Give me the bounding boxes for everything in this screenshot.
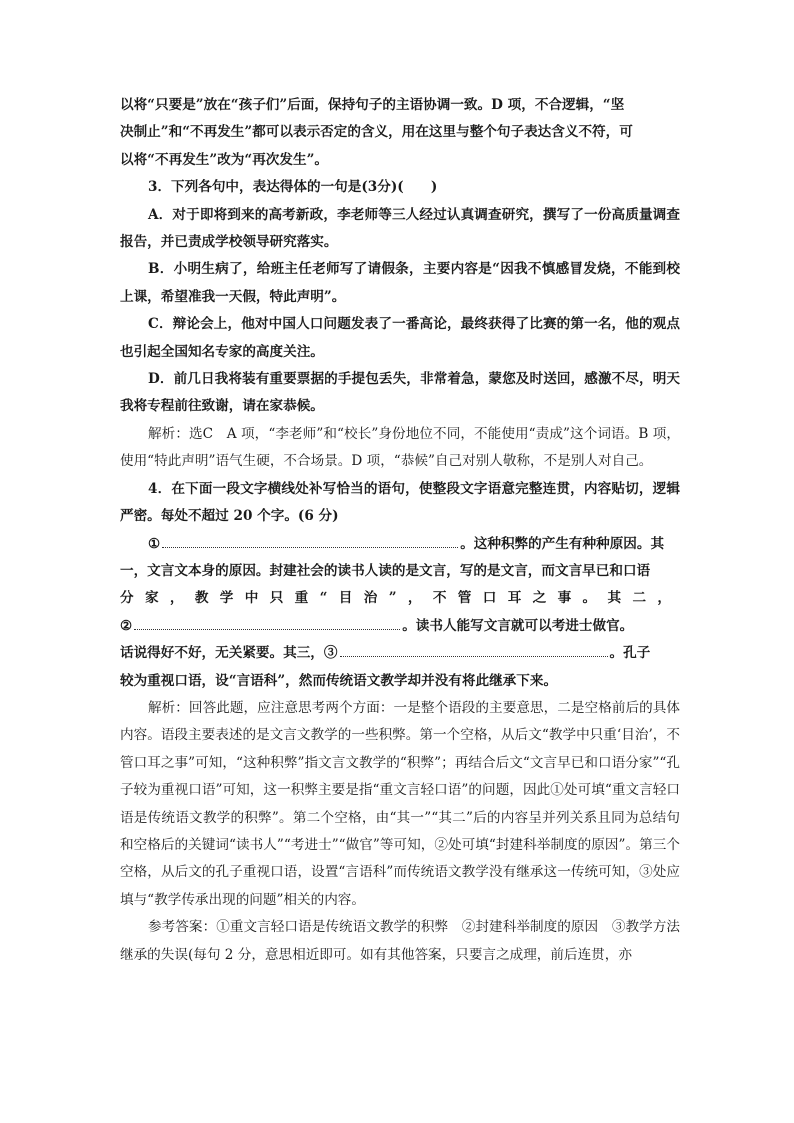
question-4-reference-answer: 参考答案：①重文言轻口语是传统语文教学的积弊 ②封建科举制度的原因 ③教学方法继承的失误(每句 2 分，意思相近即可。如有其他答案，只要言之成理，前后连贯，亦 bbox=[120, 919, 680, 963]
passage-text: 。读书人能写文言就可以考进士做官。 bbox=[402, 617, 634, 634]
question-3-option-b: B．小明生病了，给班主任老师写了请假条，主要内容是“因我不慎感冒发烧，不能到校上课，希望准我一天假，特此声明”。 bbox=[120, 261, 680, 305]
passage-line-5 bbox=[120, 640, 680, 667]
question-3-option-d: D．前几日我将装有重要票据的手提包丢失，非常着急，蒙您及时送回，感激不尽，明天我将专程前往致谢，请在家恭候。 bbox=[120, 371, 680, 415]
passage-line-6: 较为重视口语，设“言语科”，然而传统语文教学却并没有将此继承下来。 bbox=[120, 672, 558, 689]
fill-blank-2[interactable] bbox=[134, 615, 400, 630]
fill-blank-1[interactable] bbox=[162, 533, 458, 548]
passage-text: 话说得好不好，无关紧要。其三， bbox=[120, 645, 324, 662]
passage-line-3: 分家，教学中只重“目治”，不管口耳之事。其二， bbox=[120, 590, 680, 607]
blank-marker-1: ① bbox=[148, 535, 161, 552]
question-3-stem: 3．下列各句中，表达得体的一句是(3分)( ) bbox=[148, 179, 438, 196]
document-page bbox=[120, 92, 680, 969]
fill-blank-3[interactable] bbox=[340, 642, 608, 657]
passage-line-4 bbox=[120, 613, 680, 640]
question-4-stem: 4．在下面一段文字横线处补写恰当的语句，使整段文字语意完整连贯，内容贴切，逻辑严密。每处不超过 20 个字。(6 分) bbox=[120, 480, 680, 525]
blank-marker-3: ③ bbox=[323, 645, 338, 662]
passage-line-2: 一，文言文本身的原因。封建社会的读书人读的是文言，写的是文言，而文言早已和口语 bbox=[120, 562, 651, 579]
question-4-passage bbox=[120, 531, 680, 695]
question-3-analysis: 解析：选C A 项，“李老师”和“校长”身份地位不同，不能使用“责成”这个词语。B 项，使用“特此声明”语气生硬，不合场景。D 项，“恭候”自己对别人敬称，不是别人对自己。 bbox=[120, 425, 680, 470]
intro-line-3: 以将“不再发生”改为“再次发生”。 bbox=[120, 151, 328, 168]
passage-text: 。孔子 bbox=[609, 645, 651, 662]
question-3-option-c: C．辩论会上，他对中国人口问题发表了一番高论，最终获得了比赛的第一名，他的观点也引起全国知名专家的高度关注。 bbox=[120, 316, 680, 360]
question-4-analysis: 解析：回答此题，应注意思考两个方面：一是整个语段的主要意思，二是空格前后的具体内容。语段主要表述的是文言文教学的一些积弊。第一个空格，从后文“教学中只重‘目治’，不管口耳之事”可知，“这种积弊”指文言文教学的“积弊”；再结合后文“文言早已和口语分家”“孔子较为重视口语”可知，这一积弊主要是指“重文言轻口语”的问题，因此①处可填“重文言轻口语是传统语文教学的积弊”。第二个空格，由“其一”“其二”后的内容呈并列关系且同为总结句和空格后的关键词“读书人”“考进士”“做官”等可知，②处可填“封建科举制度的原因”。第三个空格，从后文的孔子重视口语，设置“言语科”而传统语文教学没有继承这一传统可知，③处应填与“教学传承出现的问题”相关的内容。 bbox=[120, 699, 680, 908]
passage-text: 。这种积弊的产生有种种原因。其 bbox=[460, 535, 665, 552]
intro-line-2: 决制止”和“不再发生”都可以表示否定的含义，用在这里与整个句子表达含义不符，可 bbox=[120, 124, 633, 141]
intro-line-1: 以将“只要是”放在“孩子们”后面，保持句子的主语协调一致。D 项，不合逻辑，“坚 bbox=[120, 97, 625, 113]
question-3-option-a: A．对于即将到来的高考新政，李老师等三人经过认真调查研究，撰写了一份高质量调查报告，并已责成学校领导研究落实。 bbox=[120, 206, 680, 251]
blank-marker-2: ② bbox=[120, 617, 133, 634]
passage-line-1 bbox=[120, 531, 680, 558]
